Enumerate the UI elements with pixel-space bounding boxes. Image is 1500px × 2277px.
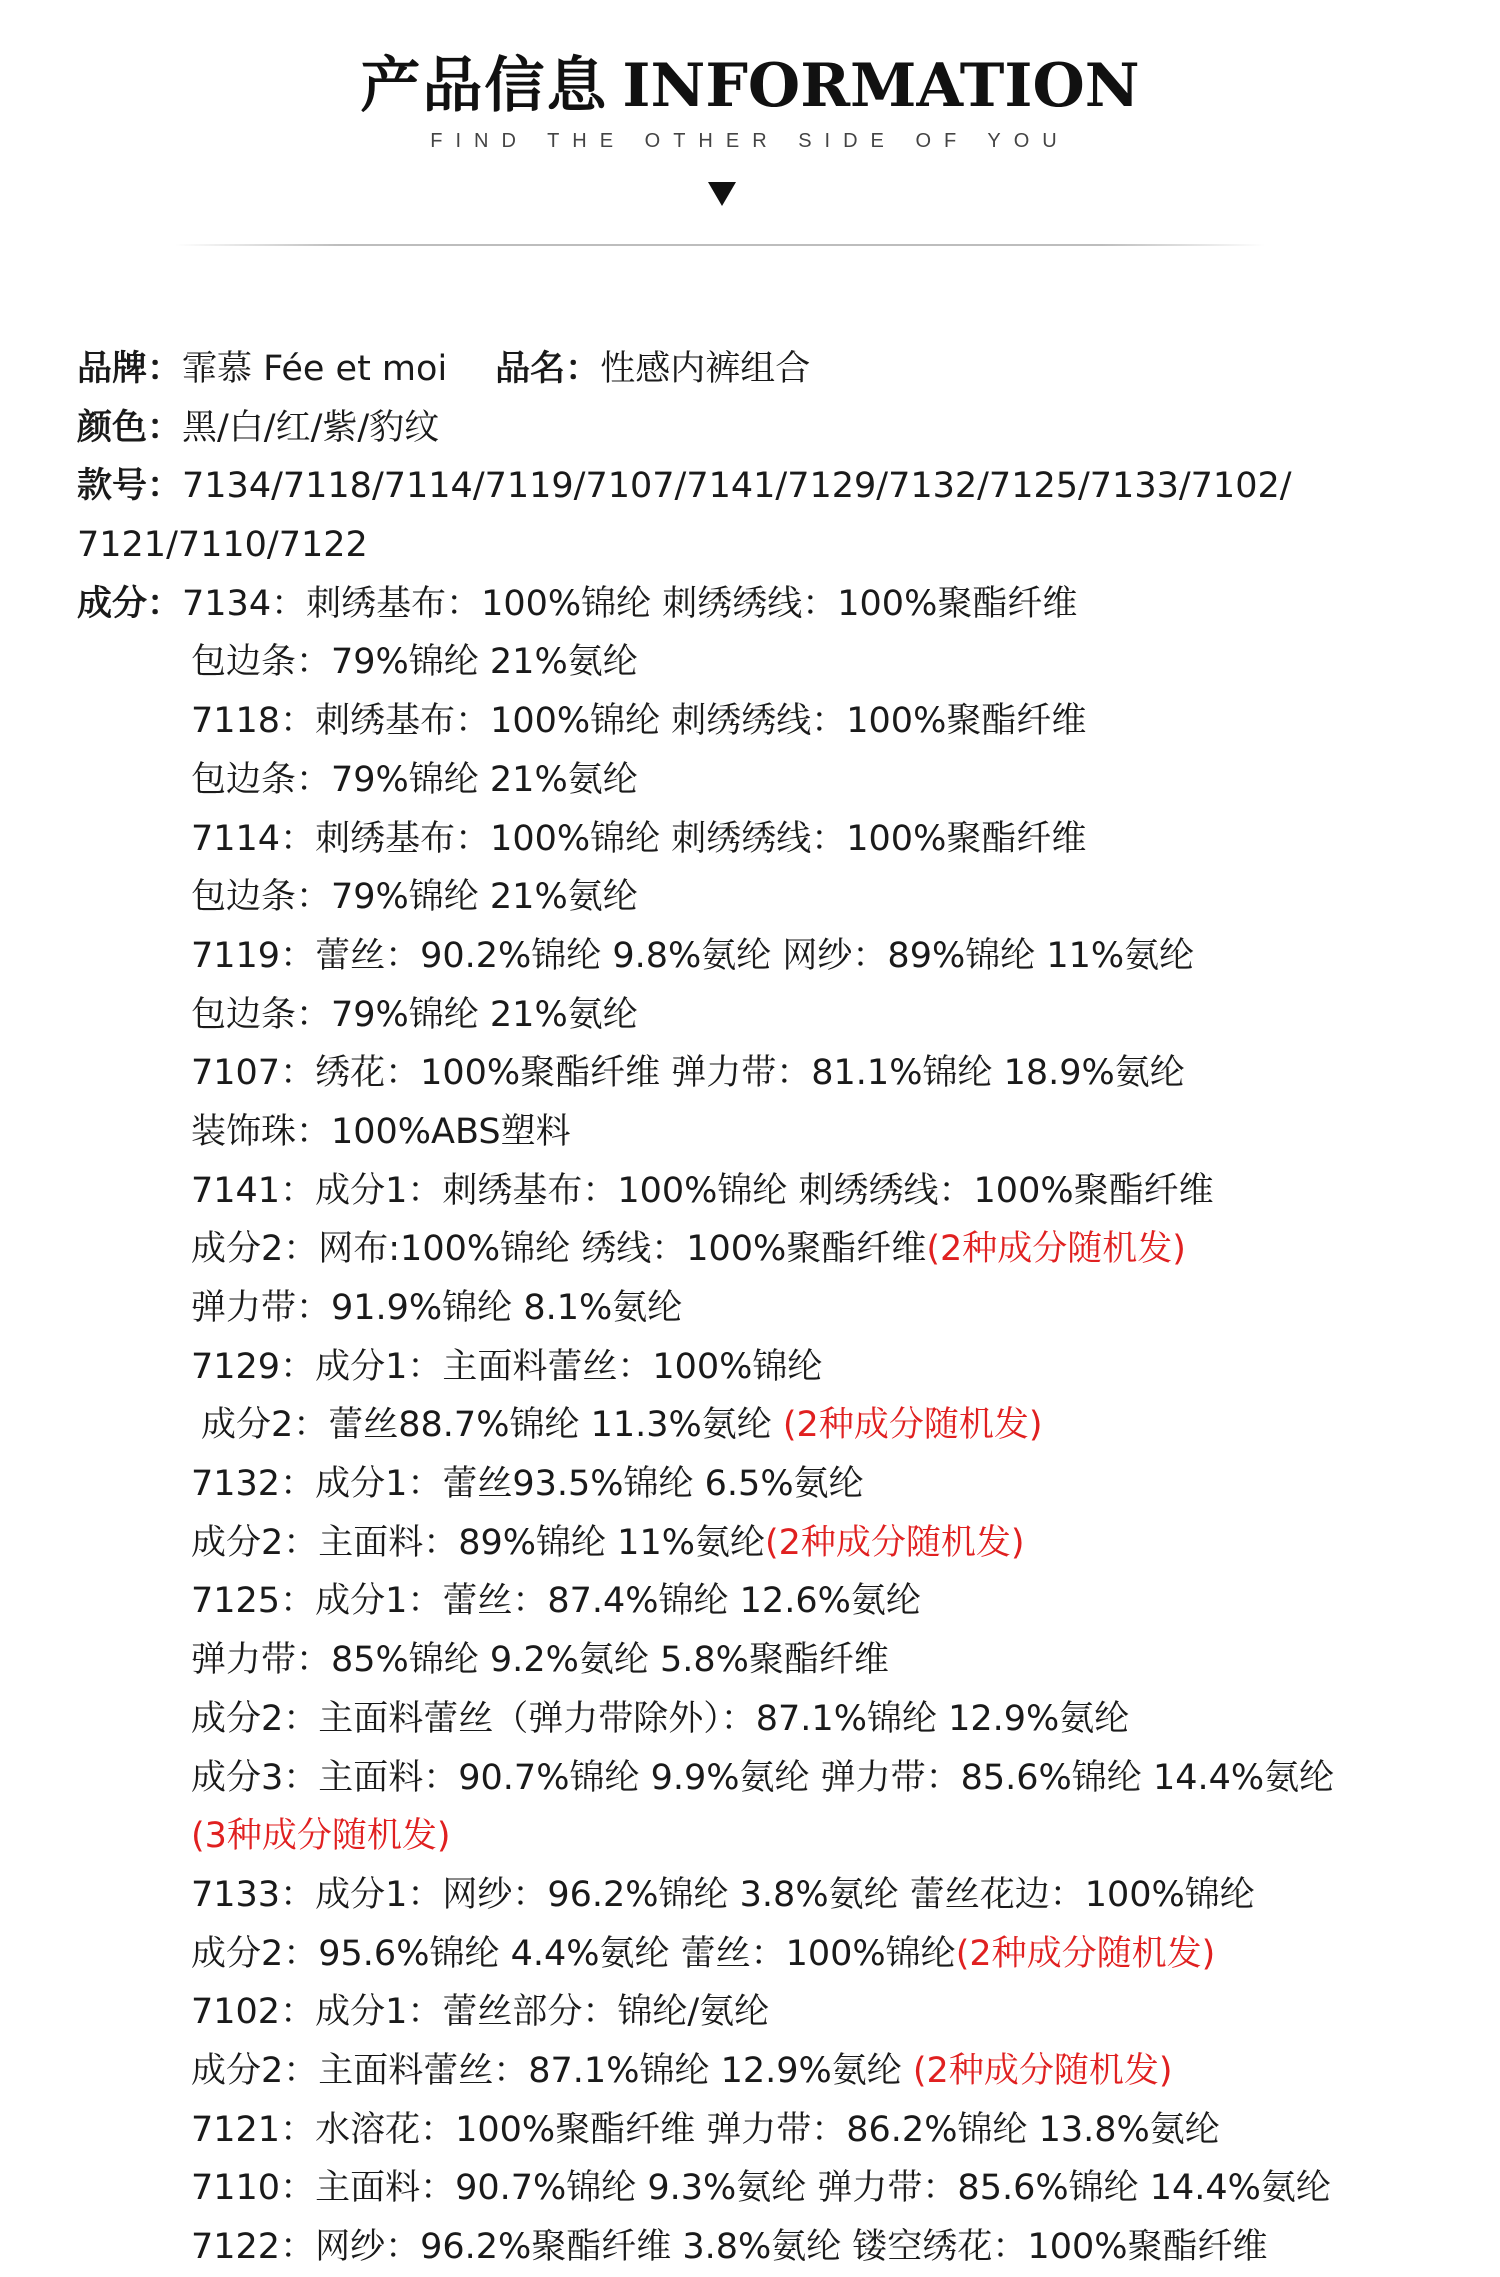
composition-line xyxy=(77,633,1477,692)
composition-text: 成分2：95.6%锦纶 4.4%氨纶 蕾丝：100%锦纶 xyxy=(191,1933,956,1974)
color-value: 黑/白/红/紫/豹纹 xyxy=(182,407,440,448)
composition-text: 7107：绣花：100%聚酯纤维 弹力带：81.1%锦纶 18.9%氨纶 xyxy=(191,1053,1185,1094)
page-title xyxy=(0,38,1500,124)
brand-value: 霏慕 Fée et moi xyxy=(182,349,448,389)
composition-line xyxy=(77,1866,1477,1925)
composition-text: 7122：网纱：96.2%聚酯纤维 3.8%氨纶 镂空绣花：100%聚酯纤维 xyxy=(191,2227,1268,2267)
composition-line xyxy=(77,810,1477,869)
color-row xyxy=(77,399,1477,458)
composition-line xyxy=(77,1220,1477,1279)
composition-text: 包边条：79%锦纶 21%氨纶 xyxy=(191,994,638,1035)
model-row xyxy=(77,457,1477,516)
composition-line xyxy=(77,2218,1477,2277)
composition-line xyxy=(77,2042,1477,2101)
composition-text: 弹力带：85%锦纶 9.2%氨纶 5.8%聚酯纤维 xyxy=(191,1640,889,1681)
composition-text: 成分2：主面料蕾丝：87.1%锦纶 12.9%氨纶 xyxy=(191,2050,913,2091)
title-chinese: 产品信息 xyxy=(360,51,609,121)
model-value: 7134/7118/7114/7119/7107/7141/7129/7132/7125/7133/7102/ xyxy=(182,466,1292,507)
composition-line xyxy=(77,927,1477,986)
composition-line xyxy=(77,1396,1477,1455)
composition-text: 包边条：79%锦纶 21%氨纶 xyxy=(191,877,638,918)
composition-line xyxy=(77,1572,1477,1631)
composition-text: 成分2：蕾丝88.7%锦纶 11.3%氨纶 xyxy=(201,1405,783,1446)
composition-line xyxy=(77,1925,1477,1984)
color-label: 颜色： xyxy=(77,407,183,448)
composition-line xyxy=(77,2101,1477,2160)
composition-line xyxy=(77,692,1477,751)
random-ship-note: (2种成分随机发) xyxy=(782,1405,1043,1446)
product-name-value: 性感内裤组合 xyxy=(600,349,811,389)
composition-line xyxy=(77,868,1477,927)
brand-label: 品牌： xyxy=(77,349,183,389)
composition-text: 7141：成分1：刺绣基布：100%锦纶 刺绣绣线：100%聚酯纤维 xyxy=(191,1170,1214,1211)
composition-line xyxy=(77,1279,1477,1338)
divider xyxy=(175,244,1265,246)
random-ship-note: (2种成分随机发) xyxy=(955,1933,1216,1974)
composition-row-first xyxy=(77,575,1477,634)
model-value-continued: 7121/7110/7122 xyxy=(77,525,368,566)
composition-line xyxy=(77,751,1477,810)
brand-row xyxy=(77,340,1477,399)
composition-text: 成分2：主面料：89%锦纶 11%氨纶 xyxy=(191,1522,765,1563)
down-triangle-icon xyxy=(708,182,736,206)
composition-label: 成分： xyxy=(77,583,183,624)
composition-text: 成分3：主面料：90.7%锦纶 9.9%氨纶 弹力带：85.6%锦纶 14.4%氨纶 xyxy=(191,1757,1335,1798)
composition-text: 装饰珠：100%ABS塑料 xyxy=(191,1111,571,1152)
product-name-label: 品名： xyxy=(495,349,601,389)
model-row-continued xyxy=(77,516,1477,575)
random-ship-note: (3种成分随机发) xyxy=(191,1816,451,1857)
title-english: INFORMATION xyxy=(622,51,1140,121)
composition-text: 包边条：79%锦纶 21%氨纶 xyxy=(191,759,638,800)
composition-line xyxy=(77,2159,1477,2218)
composition-line xyxy=(77,1338,1477,1397)
composition-line xyxy=(77,1455,1477,1514)
composition-line xyxy=(77,1807,1477,1866)
composition-text: 7133：成分1：网纱：96.2%锦纶 3.8%氨纶 蕾丝花边：100%锦纶 xyxy=(191,1874,1255,1915)
product-info xyxy=(77,340,1477,2277)
composition-line xyxy=(77,1749,1477,1808)
composition-line xyxy=(77,1044,1477,1103)
model-label: 款号： xyxy=(77,466,183,507)
composition-list xyxy=(77,633,1477,2276)
composition-text: 7129：成分1：主面料蕾丝：100%锦纶 xyxy=(191,1346,823,1387)
composition-text: 7134：刺绣基布：100%锦纶 刺绣绣线：100%聚酯纤维 xyxy=(182,583,1078,624)
composition-line xyxy=(77,986,1477,1045)
composition-line xyxy=(77,1514,1477,1573)
page-subtitle: FIND THE OTHER SIDE OF YOU xyxy=(430,130,1070,152)
composition-text: 7118：刺绣基布：100%锦纶 刺绣绣线：100%聚酯纤维 xyxy=(191,701,1087,742)
composition-line xyxy=(77,1690,1477,1749)
composition-line xyxy=(77,1631,1477,1690)
composition-text: 成分2：主面料蕾丝（弹力带除外）：87.1%锦纶 12.9%氨纶 xyxy=(191,1698,1130,1739)
composition-text: 7119：蕾丝：90.2%锦纶 9.8%氨纶 网纱：89%锦纶 11%氨纶 xyxy=(191,935,1195,976)
random-ship-note: (2种成分随机发) xyxy=(926,1229,1186,1270)
composition-text: 包边条：79%锦纶 21%氨纶 xyxy=(191,642,638,683)
composition-text: 成分2：网布:100%锦纶 绣线：100%聚酯纤维 xyxy=(191,1229,927,1270)
composition-text: 7102：成分1：蕾丝部分：锦纶/氨纶 xyxy=(191,1992,770,2033)
composition-text: 7114：刺绣基布：100%锦纶 刺绣绣线：100%聚酯纤维 xyxy=(191,818,1087,859)
random-ship-note: (2种成分随机发) xyxy=(912,2050,1173,2091)
composition-text: 7121：水溶花：100%聚酯纤维 弹力带：86.2%锦纶 13.8%氨纶 xyxy=(191,2109,1220,2150)
composition-text: 弹力带：91.9%锦纶 8.1%氨纶 xyxy=(191,1288,683,1328)
composition-text: 7110：主面料：90.7%锦纶 9.3%氨纶 弹力带：85.6%锦纶 14.4%氨纶 xyxy=(191,2168,1331,2209)
composition-line xyxy=(77,1103,1477,1162)
composition-text: 7132：成分1：蕾丝93.5%锦纶 6.5%氨纶 xyxy=(191,1464,864,1505)
composition-line xyxy=(77,1983,1477,2042)
random-ship-note: (2种成分随机发) xyxy=(764,1522,1025,1563)
composition-text: 7125：成分1：蕾丝：87.4%锦纶 12.6%氨纶 xyxy=(191,1581,921,1622)
composition-line xyxy=(77,1162,1477,1221)
